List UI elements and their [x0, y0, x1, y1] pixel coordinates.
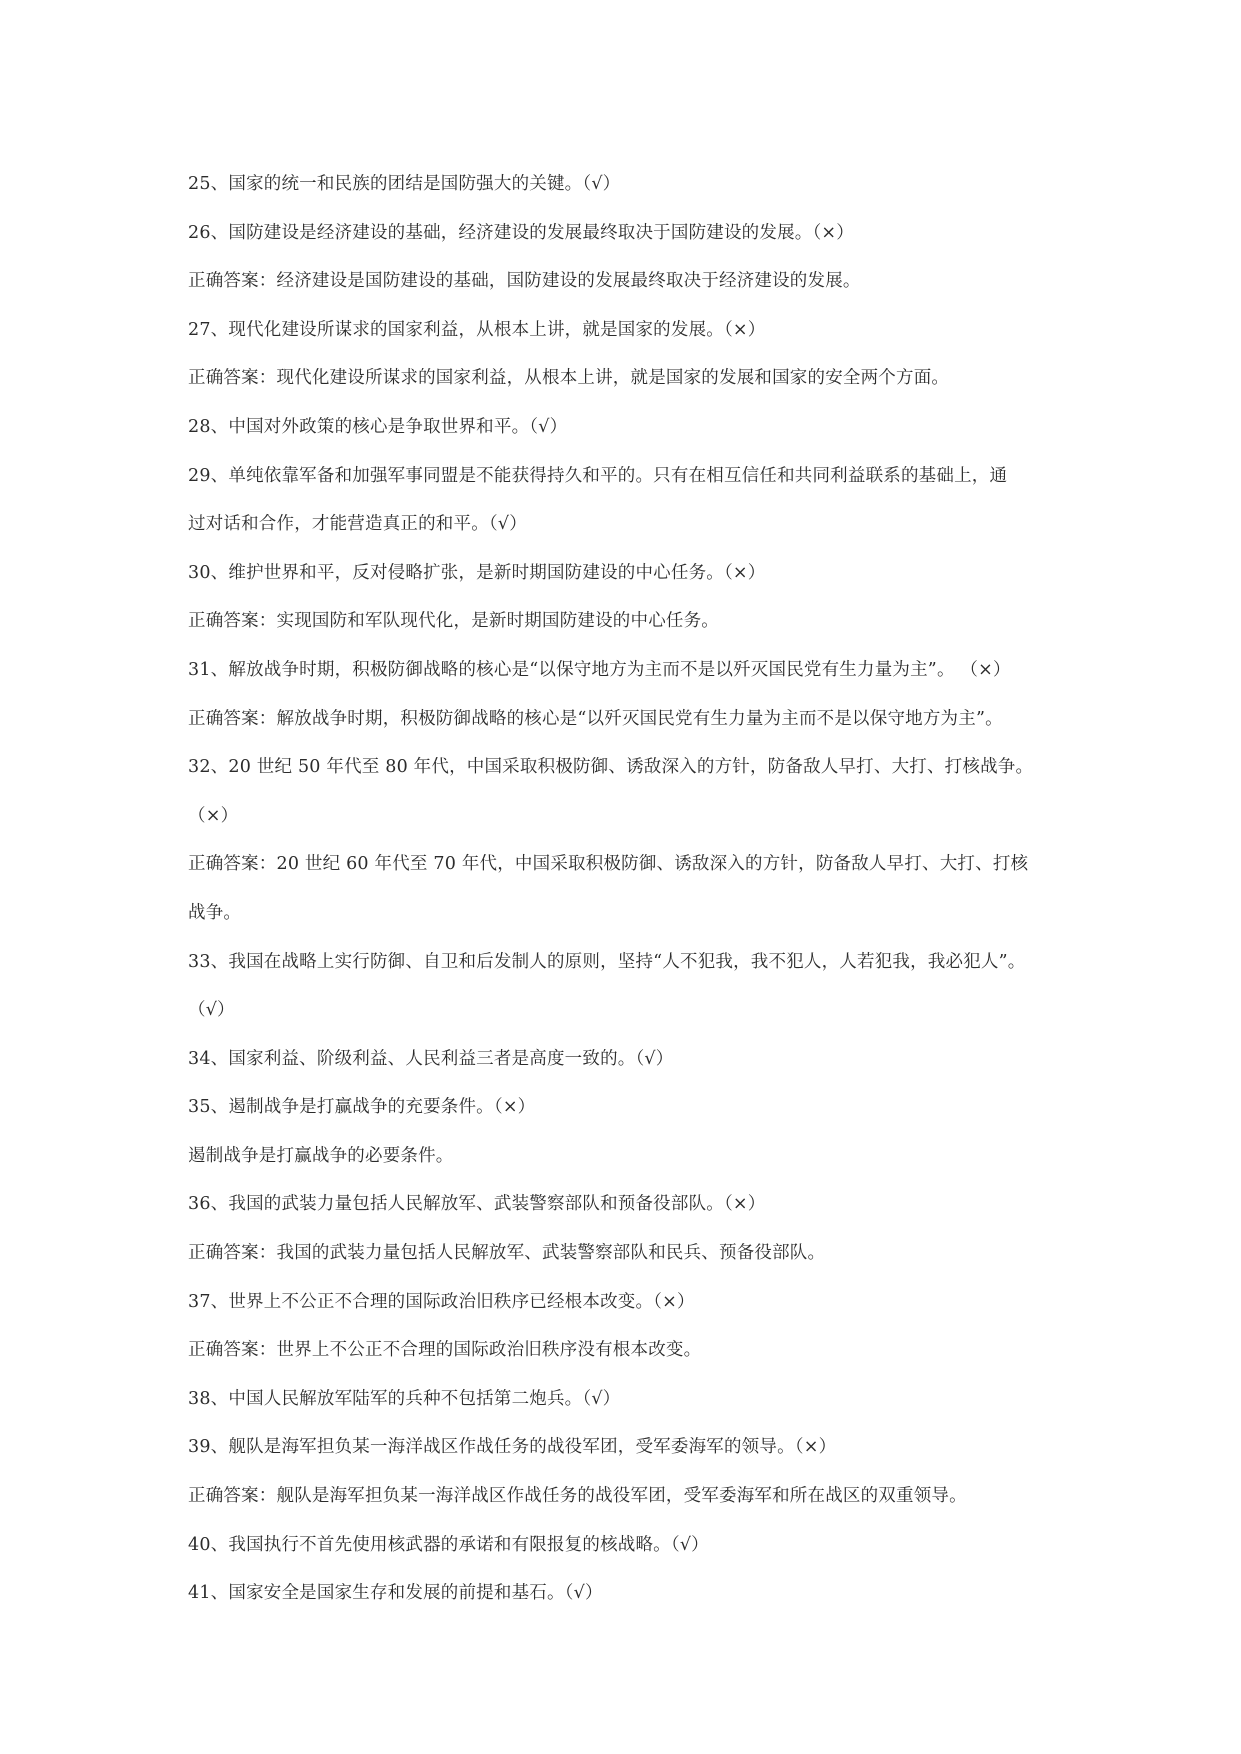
text-line: 25、国家的统一和民族的团结是国防强大的关键。（√）: [188, 174, 621, 194]
text-line: 39、舰队是海军担负某一海洋战区作战任务的战役军团，受军委海军的领导。（×）: [188, 1437, 837, 1458]
text-line: 正确答案：现代化建设所谋求的国家利益，从根本上讲，就是国家的发展和国家的安全两个方面。: [188, 368, 950, 389]
text-line: 27、现代化建设所谋求的国家利益，从根本上讲，就是国家的发展。（×）: [188, 319, 766, 340]
text-line: 36、我国的武装力量包括人民解放军、武装警察部队和预备役部队。（×）: [188, 1194, 766, 1215]
text-line: 过对话和合作，才能营造真正的和平。（√）: [188, 514, 527, 535]
text-line: 32、20 世纪 50 年代至 80 年代，中国采取积极防御、诱敌深入的方针，防备敌人早打、大打、打核战争。: [188, 757, 1034, 778]
text-line: 40、我国执行不首先使用核武器的承诺和有限报复的核战略。（√）: [188, 1534, 709, 1555]
text-line: 正确答案：世界上不公正不合理的国际政治旧秩序没有根本改变。: [188, 1340, 702, 1361]
text-line: 正确答案：舰队是海军担负某一海洋战区作战任务的战役军团，受军委海军和所在战区的双重领导。: [188, 1486, 967, 1507]
text-line: （×）: [188, 805, 239, 826]
text-line: 正确答案：20 世纪 60 年代至 70 年代，中国采取积极防御、诱敌深入的方针，防备敌人早打、大打、打核: [188, 854, 1029, 875]
text-line: 35、遏制战争是打赢战争的充要条件。（×）: [188, 1097, 536, 1118]
text-line: （√）: [188, 1000, 235, 1021]
text-line: 37、世界上不公正不合理的国际政治旧秩序已经根本改变。（×）: [188, 1291, 695, 1312]
text-line: 29、单纯依靠军备和加强军事同盟是不能获得持久和平的。只有在相互信任和共同利益联系的基础上，通: [188, 465, 1008, 486]
text-line: 33、我国在战略上实行防御、自卫和后发制人的原则，坚持“人不犯我，我不犯人，人若犯我，我必犯人”。: [188, 951, 1026, 972]
text-line: 正确答案：实现国防和军队现代化，是新时期国防建设的中心任务。: [188, 611, 719, 632]
text-line: 38、中国人民解放军陆军的兵种不包括第二炮兵。（√）: [188, 1388, 621, 1409]
text-line: 31、解放战争时期，积极防御战略的核心是“以保守地方为主而不是以歼灭国民党有生力量为主”。 （×）: [188, 659, 1011, 680]
text-line: 正确答案：解放战争时期，积极防御战略的核心是“以歼灭国民党有生力量为主而不是以保守地方为主”。: [188, 708, 1003, 729]
text-line: 30、维护世界和平，反对侵略扩张，是新时期国防建设的中心任务。（×）: [188, 562, 766, 583]
text-line: 26、国防建设是经济建设的基础，经济建设的发展最终取决于国防建设的发展。（×）: [188, 222, 854, 243]
text-line: 正确答案：经济建设是国防建设的基础，国防建设的发展最终取决于经济建设的发展。: [188, 271, 861, 292]
text-line: 41、国家安全是国家生存和发展的前提和基石。（√）: [188, 1583, 603, 1604]
text-line: 28、中国对外政策的核心是争取世界和平。（√）: [188, 416, 568, 437]
text-line: 34、国家利益、阶级利益、人民利益三者是高度一致的。（√）: [188, 1048, 674, 1069]
text-line: 遏制战争是打赢战争的必要条件。: [188, 1145, 454, 1166]
text-line: 战争。: [188, 902, 242, 923]
document-body: [188, 160, 1060, 1618]
text-line: 正确答案：我国的武装力量包括人民解放军、武装警察部队和民兵、预备役部队。: [188, 1243, 826, 1264]
